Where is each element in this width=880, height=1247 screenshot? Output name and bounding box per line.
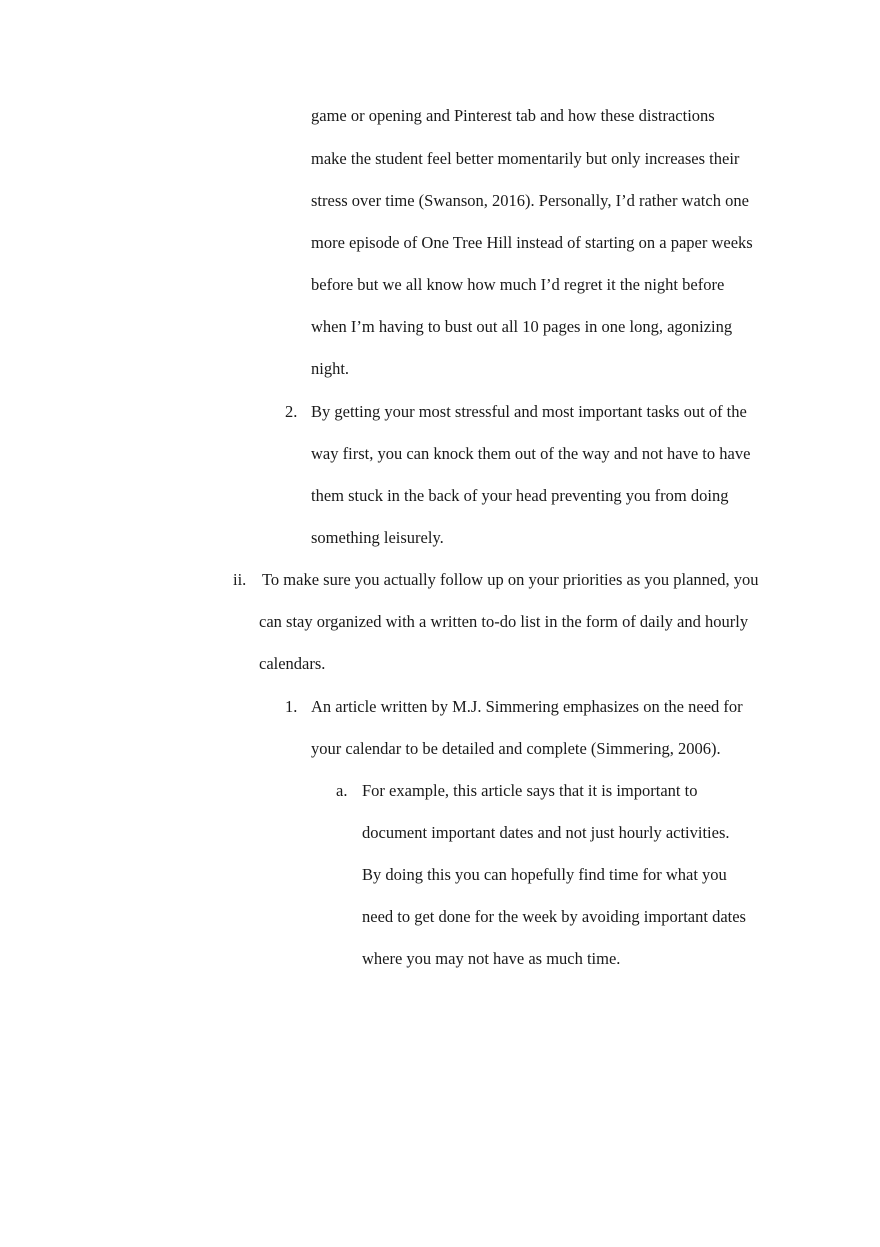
text-line: before but we all know how much I’d regret it the night before: [311, 275, 725, 294]
text-line: need to get done for the week by avoiding important dates: [362, 907, 746, 926]
text-line: night.: [311, 359, 350, 378]
text-line: way first, you can knock them out of the way and not have to have: [311, 444, 751, 463]
text-line: more episode of One Tree Hill instead of starting on a paper weeks: [311, 233, 753, 252]
text-line: your calendar to be detailed and complete (Simmering, 2006).: [311, 739, 721, 758]
list-marker: ii.: [233, 570, 247, 589]
text-line: make the student feel better momentarily but only increases their: [311, 149, 740, 168]
text-line: By getting your most stressful and most important tasks out of the: [311, 402, 747, 421]
text-line: To make sure you actually follow up on your priorities as you planned, you: [262, 570, 759, 589]
text-line: document important dates and not just hourly activities.: [362, 823, 730, 842]
list-marker: 2.: [285, 402, 298, 421]
text-line: something leisurely.: [311, 528, 444, 547]
text-line: when I’m having to bust out all 10 pages in one long, agonizing: [311, 317, 733, 336]
list-marker: 1.: [285, 697, 298, 716]
text-line: By doing this you can hopefully find time for what you: [362, 865, 727, 884]
list-marker: a.: [336, 781, 348, 800]
text-line: game or opening and Pinterest tab and how these distractions: [311, 106, 715, 125]
text-line: stress over time (Swanson, 2016). Personally, I’d rather watch one: [311, 191, 749, 210]
text-line: them stuck in the back of your head preventing you from doing: [311, 486, 729, 505]
text-line: For example, this article says that it is important to: [362, 781, 698, 800]
text-line: An article written by M.J. Simmering emphasizes on the need for: [311, 697, 743, 716]
text-line: can stay organized with a written to-do list in the form of daily and hourly: [259, 612, 749, 631]
text-line: calendars.: [259, 654, 326, 673]
text-line: where you may not have as much time.: [362, 949, 621, 968]
